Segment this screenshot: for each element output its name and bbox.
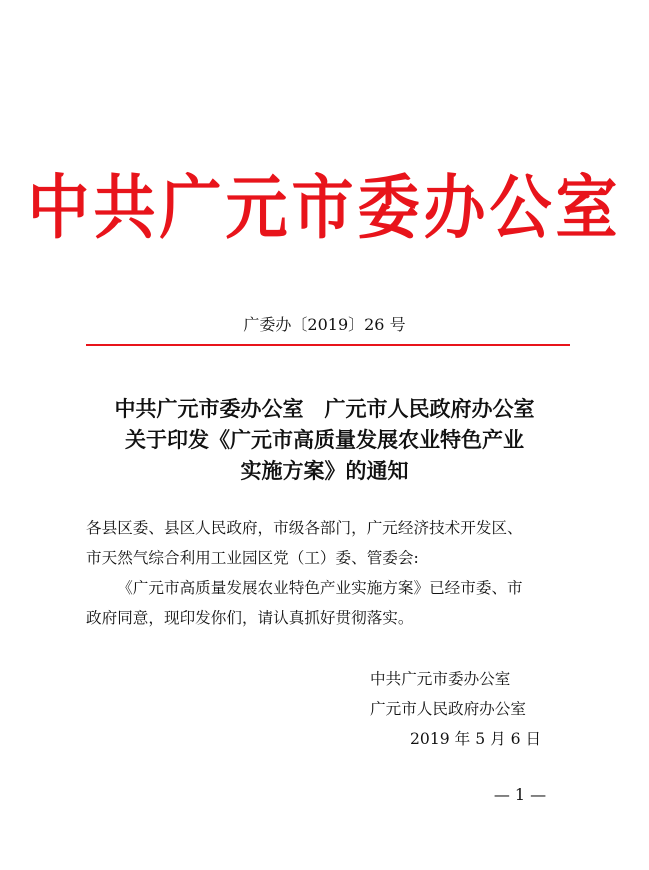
document-number: 广委办〔2019〕26 号 xyxy=(243,315,406,334)
document-title xyxy=(70,394,579,487)
title-line-3: 实施方案》的通知 xyxy=(240,459,409,483)
masthead-title: 中共广元市委办公室 xyxy=(27,166,622,249)
issue-date: 2019 年 5 月 6 日 xyxy=(410,730,542,748)
title-line-1: 中共广元市委办公室 广元市人民政府办公室 xyxy=(114,397,535,421)
title-line-2: 关于印发《广元市高质量发展农业特色产业 xyxy=(125,428,524,452)
red-divider-line xyxy=(86,344,570,346)
document-body xyxy=(86,513,574,633)
signature-block xyxy=(300,664,560,754)
recipients-line-1: 各县区委、县区人民政府，市级各部门，广元经济技术开发区、 xyxy=(86,519,523,537)
recipients-line-2: 市天然气综合利用工业园区党（工）委、管委会: xyxy=(86,549,419,567)
content-line-2: 政府同意，现印发你们，请认真抓好贯彻落实。 xyxy=(86,609,414,627)
page-number: — 1 — xyxy=(493,785,547,804)
content-line-1: 《广元市高质量发展农业特色产业实施方案》已经市委、市 xyxy=(117,579,523,597)
issuer-1: 中共广元市委办公室 xyxy=(370,670,511,688)
issuer-2: 广元市人民政府办公室 xyxy=(370,700,526,718)
